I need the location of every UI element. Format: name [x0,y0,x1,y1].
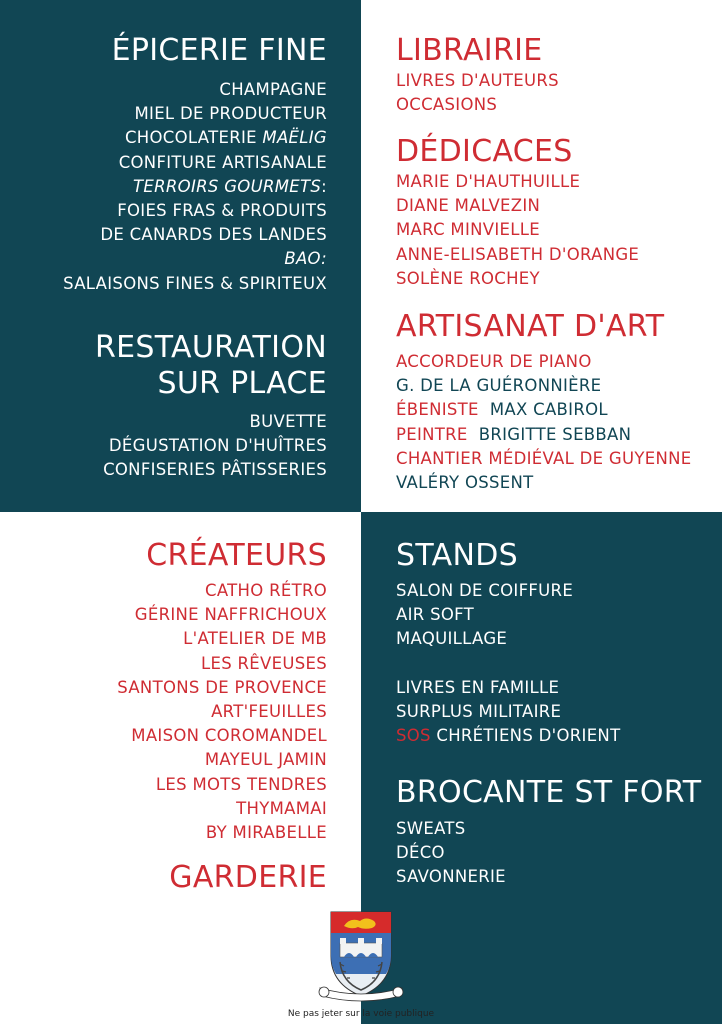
librairie-item: OCCASIONS [396,95,498,115]
brocante-title: BROCANTE ST FORT [396,775,702,810]
brocante-item: SAVONNERIE [396,867,506,887]
stands-item: MAQUILLAGE [396,629,508,649]
artisanat-item: G. DE LA GUÉRONNIÈRE [396,376,602,396]
epicerie-item: FOIES FRAS & PRODUITS [117,201,327,221]
librairie-item: LIVRES D'AUTEURS [396,71,559,90]
epicerie-item: CHOCOLATERIE MAËLIG [124,128,327,148]
restauration-title: RESTAURATION SUR PLACE [95,330,327,401]
createurs-item: LES MOTS TENDRES [155,774,327,794]
epicerie-brand: BAO: [284,249,327,269]
createurs-item: L'ATELIER DE MB [183,629,327,649]
epicerie-item: CONFITURE ARTISANALE [118,152,327,172]
createurs-item: GÉRINE NAFFRICHOUX [134,605,327,625]
restauration-item: DÉGUSTATION D'HUÎTRES [108,436,327,456]
artisanat-item: VALÉRY OSSENT [396,473,534,493]
createurs-item: BY MIRABELLE [205,823,327,843]
createurs-item: LES RÊVEUSES [201,653,327,673]
epicerie-brand: MAËLIG [262,128,327,148]
stands-item: AIR SOFT [396,605,475,625]
restauration-item: CONFISERIES PÂTISSERIES [103,460,327,480]
createurs-section [117,538,327,845]
brocante-item: DÉCO [396,843,445,863]
stands-title: STANDS [396,538,518,573]
artisanat-item: CHANTIER MÉDIÉVAL DE GUYENNE [396,448,692,468]
dedicaces-item: MARIE D'HAUTHUILLE [396,172,581,191]
epicerie-section [63,33,327,296]
epicerie-item: TERROIRS GOURMETS: [133,176,327,196]
stands-section [396,538,620,748]
createurs-item: ART'FEUILLES [211,702,327,722]
dedicaces-title: DÉDICACES [396,134,573,169]
epicerie-item: CHAMPAGNE [219,80,327,99]
epicerie-title: ÉPICERIE FINE [111,33,327,68]
stands-item: SOS CHRÉTIENS D'ORIENT [396,726,621,746]
artisanat-item: ACCORDEUR DE PIANO [396,352,592,371]
stands-item: SALON DE COIFFURE [396,581,574,600]
stands-item: SURPLUS MILITAIRE [396,701,562,721]
artisanat-title: ARTISANAT D'ART [396,309,665,344]
dedicaces-item: DIANE MALVEZIN [396,196,541,216]
createurs-item: THYMAMAI [236,798,327,818]
brocante-section [396,775,701,890]
librairie-section [396,33,559,117]
createurs-item: SANTONS DE PROVENCE [117,677,327,697]
stands-item: LIVRES EN FAMILLE [396,677,560,697]
epicerie-item: SALAISONS FINES & SPIRITEUX [63,273,327,293]
artisanat-item: PEINTRE BRIGITTE SEBBAN [396,424,632,444]
crest-icon [314,908,408,1004]
createurs-item: CATHO RÉTRO [205,581,327,600]
dedicaces-item: MARC MINVIELLE [396,220,540,240]
artisanat-item: ÉBENISTE MAX CABIROL [396,400,608,420]
epicerie-item [63,247,327,271]
createurs-item: MAYEUL JAMIN [204,750,327,770]
restauration-item: BUVETTE [249,412,327,431]
epicerie-brand: TERROIRS GOURMETS [133,176,322,196]
brocante-item: SWEATS [396,819,466,838]
artisanat-section [396,309,692,495]
restauration-section [95,330,327,483]
createurs-title: CRÉATEURS [146,538,327,573]
dedicaces-item: SOLÈNE ROCHEY [396,268,540,288]
librairie-title: LIBRAIRIE [396,33,543,68]
epicerie-item: DE CANARDS DES LANDES [100,225,327,245]
garderie-section [169,860,327,896]
footer-note: Ne pas jeter sur la voie publique [287,1009,435,1019]
dedicaces-section [396,134,639,291]
garderie-title: GARDERIE [169,860,327,895]
dedicaces-item: ANNE-ELISABETH D'ORANGE [396,244,640,264]
createurs-item: MAISON COROMANDEL [131,726,327,746]
epicerie-item: MIEL DE PRODUCTEUR [134,104,327,124]
